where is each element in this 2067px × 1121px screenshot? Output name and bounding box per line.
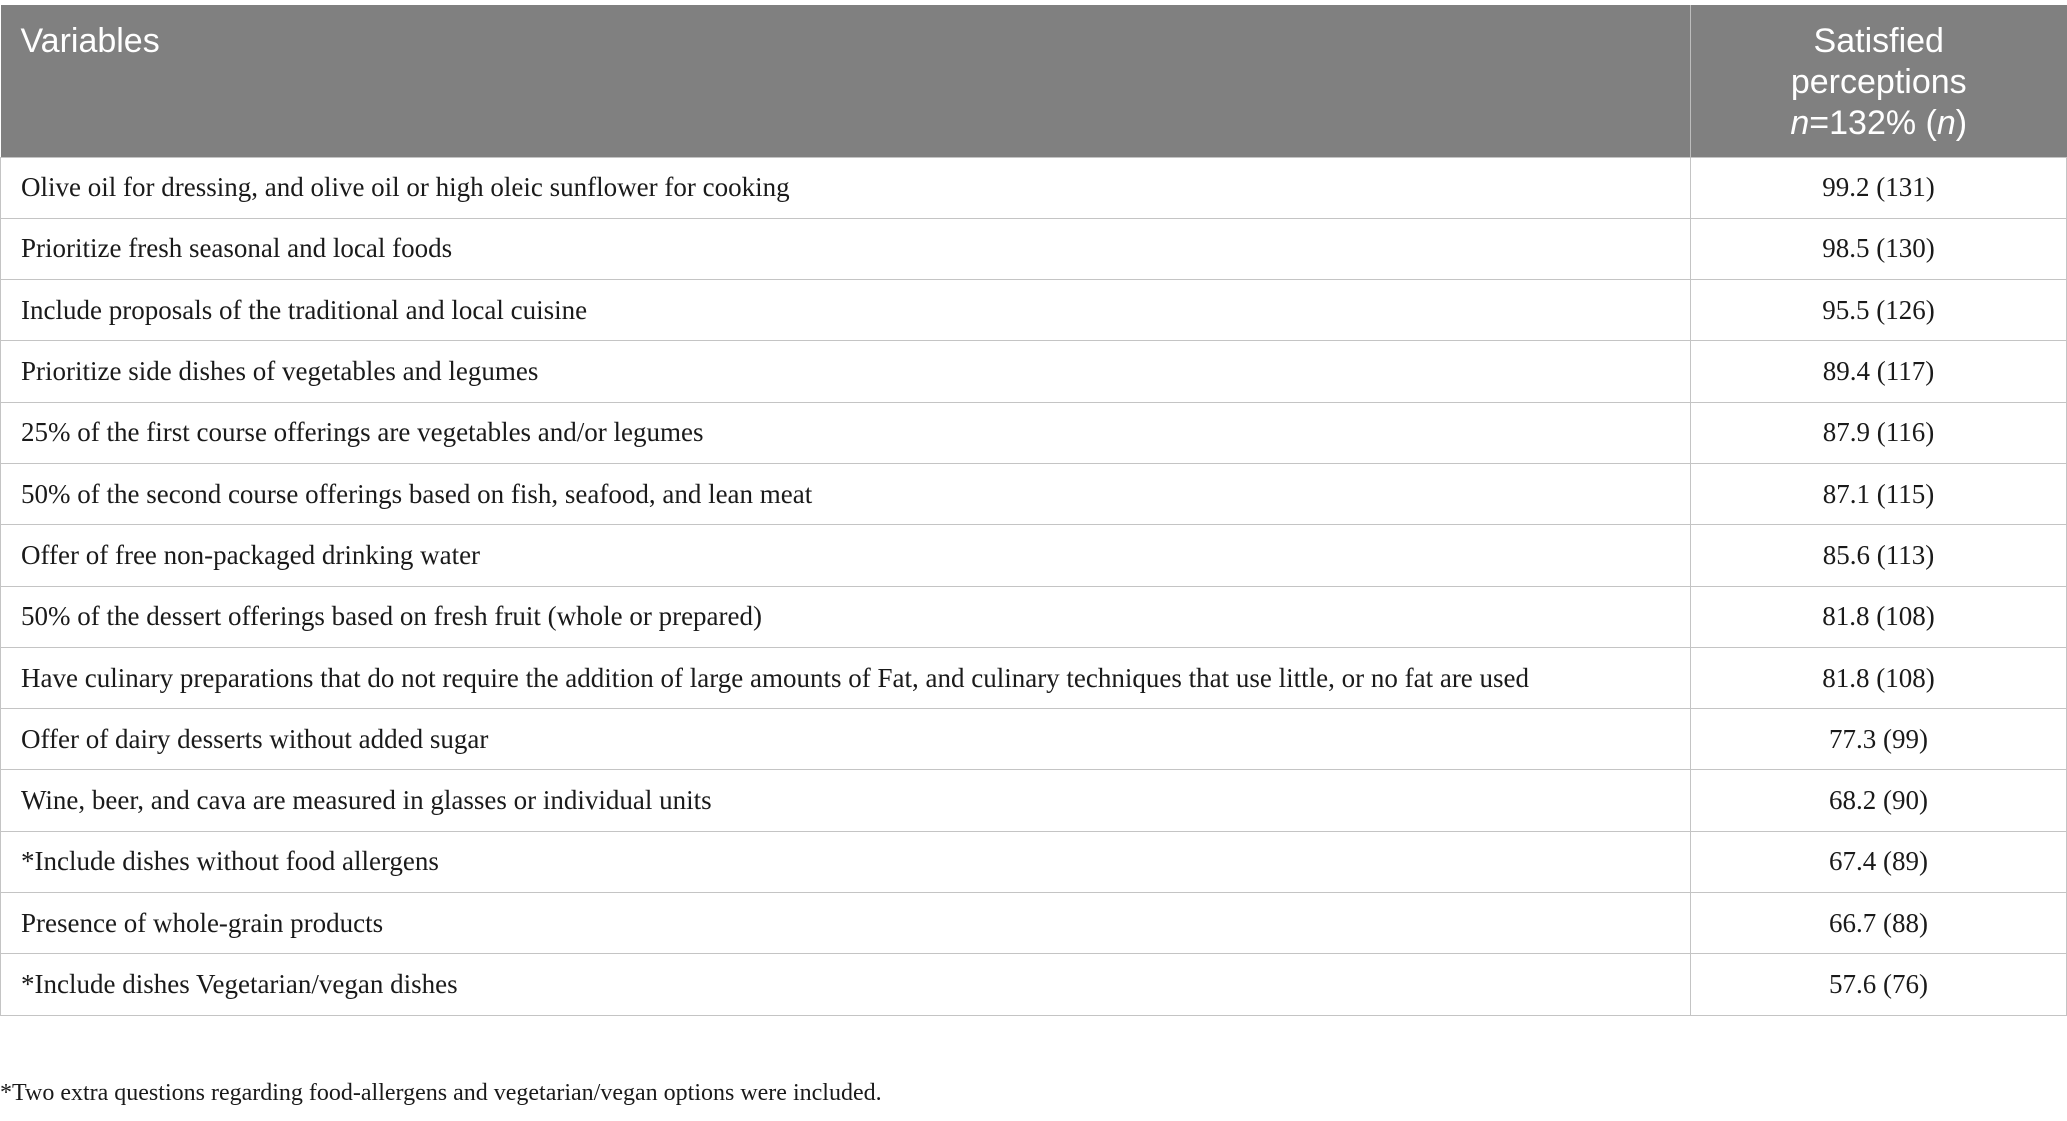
satisfied-value-cell: 67.4 (89) <box>1691 831 2067 892</box>
variable-cell: *Include dishes without food allergens <box>1 831 1691 892</box>
variable-cell: Prioritize fresh seasonal and local foods <box>1 218 1691 279</box>
satisfied-value-cell: 89.4 (117) <box>1691 341 2067 402</box>
satisfied-header-line2: perceptions <box>1790 63 1967 101</box>
table-body <box>1 157 2067 1015</box>
table-row <box>1 280 2067 341</box>
satisfied-value-cell: 85.6 (113) <box>1691 525 2067 586</box>
variable-cell: 50% of the second course offerings based on fish, seafood, and lean meat <box>1 463 1691 524</box>
table-row <box>1 525 2067 586</box>
variable-cell: Presence of whole-grain products <box>1 893 1691 954</box>
satisfied-value-cell: 81.8 (108) <box>1691 647 2067 708</box>
n-close: ) <box>1955 104 1968 142</box>
satisfied-value-cell: 57.6 (76) <box>1691 954 2067 1015</box>
table-header <box>1 5 2067 157</box>
satisfied-value-cell: 98.5 (130) <box>1691 218 2067 279</box>
satisfied-value-cell: 81.8 (108) <box>1691 586 2067 647</box>
variables-column-header: Variables <box>1 5 1691 157</box>
variable-cell: *Include dishes Vegetarian/vegan dishes <box>1 954 1691 1015</box>
variable-cell: Wine, beer, and cava are measured in glasses or individual units <box>1 770 1691 831</box>
table-row <box>1 709 2067 770</box>
table-row <box>1 157 2067 218</box>
satisfied-value-cell: 99.2 (131) <box>1691 157 2067 218</box>
n-label-2: n <box>1936 104 1956 142</box>
satisfied-value-cell: 87.9 (116) <box>1691 402 2067 463</box>
table-header-row <box>1 5 2067 157</box>
table-footnote: *Two extra questions regarding food-allergens and vegetarian/vegan options were included. <box>0 1080 882 1106</box>
satisfied-perceptions-column-header <box>1691 5 2067 157</box>
variable-cell: Include proposals of the traditional and local cuisine <box>1 280 1691 341</box>
satisfied-value-cell: 66.7 (88) <box>1691 893 2067 954</box>
table-row <box>1 954 2067 1015</box>
variable-cell: 25% of the first course offerings are vegetables and/or legumes <box>1 402 1691 463</box>
table-row <box>1 893 2067 954</box>
variable-cell: Olive oil for dressing, and olive oil or high oleic sunflower for cooking <box>1 157 1691 218</box>
results-table-container <box>0 5 2066 1016</box>
n-value: =132% ( <box>1809 104 1937 142</box>
table-row <box>1 341 2067 402</box>
satisfied-perceptions-table <box>0 5 2067 1016</box>
table-row <box>1 770 2067 831</box>
table-row <box>1 586 2067 647</box>
variable-cell: 50% of the dessert offerings based on fresh fruit (whole or prepared) <box>1 586 1691 647</box>
variable-cell: Have culinary preparations that do not require the addition of large amounts of Fat, and culinary techniques that use little, or no fat are used <box>1 647 1691 708</box>
satisfied-value-cell: 77.3 (99) <box>1691 709 2067 770</box>
variable-cell: Offer of free non-packaged drinking water <box>1 525 1691 586</box>
n-label: n <box>1790 104 1810 142</box>
satisfied-header-line1: Satisfied <box>1813 22 1944 60</box>
table-row <box>1 647 2067 708</box>
satisfied-value-cell: 87.1 (115) <box>1691 463 2067 524</box>
satisfied-value-cell: 95.5 (126) <box>1691 280 2067 341</box>
table-row <box>1 402 2067 463</box>
table-row <box>1 463 2067 524</box>
table-row <box>1 218 2067 279</box>
variable-cell: Offer of dairy desserts without added sugar <box>1 709 1691 770</box>
table-row <box>1 831 2067 892</box>
variable-cell: Prioritize side dishes of vegetables and legumes <box>1 341 1691 402</box>
satisfied-value-cell: 68.2 (90) <box>1691 770 2067 831</box>
